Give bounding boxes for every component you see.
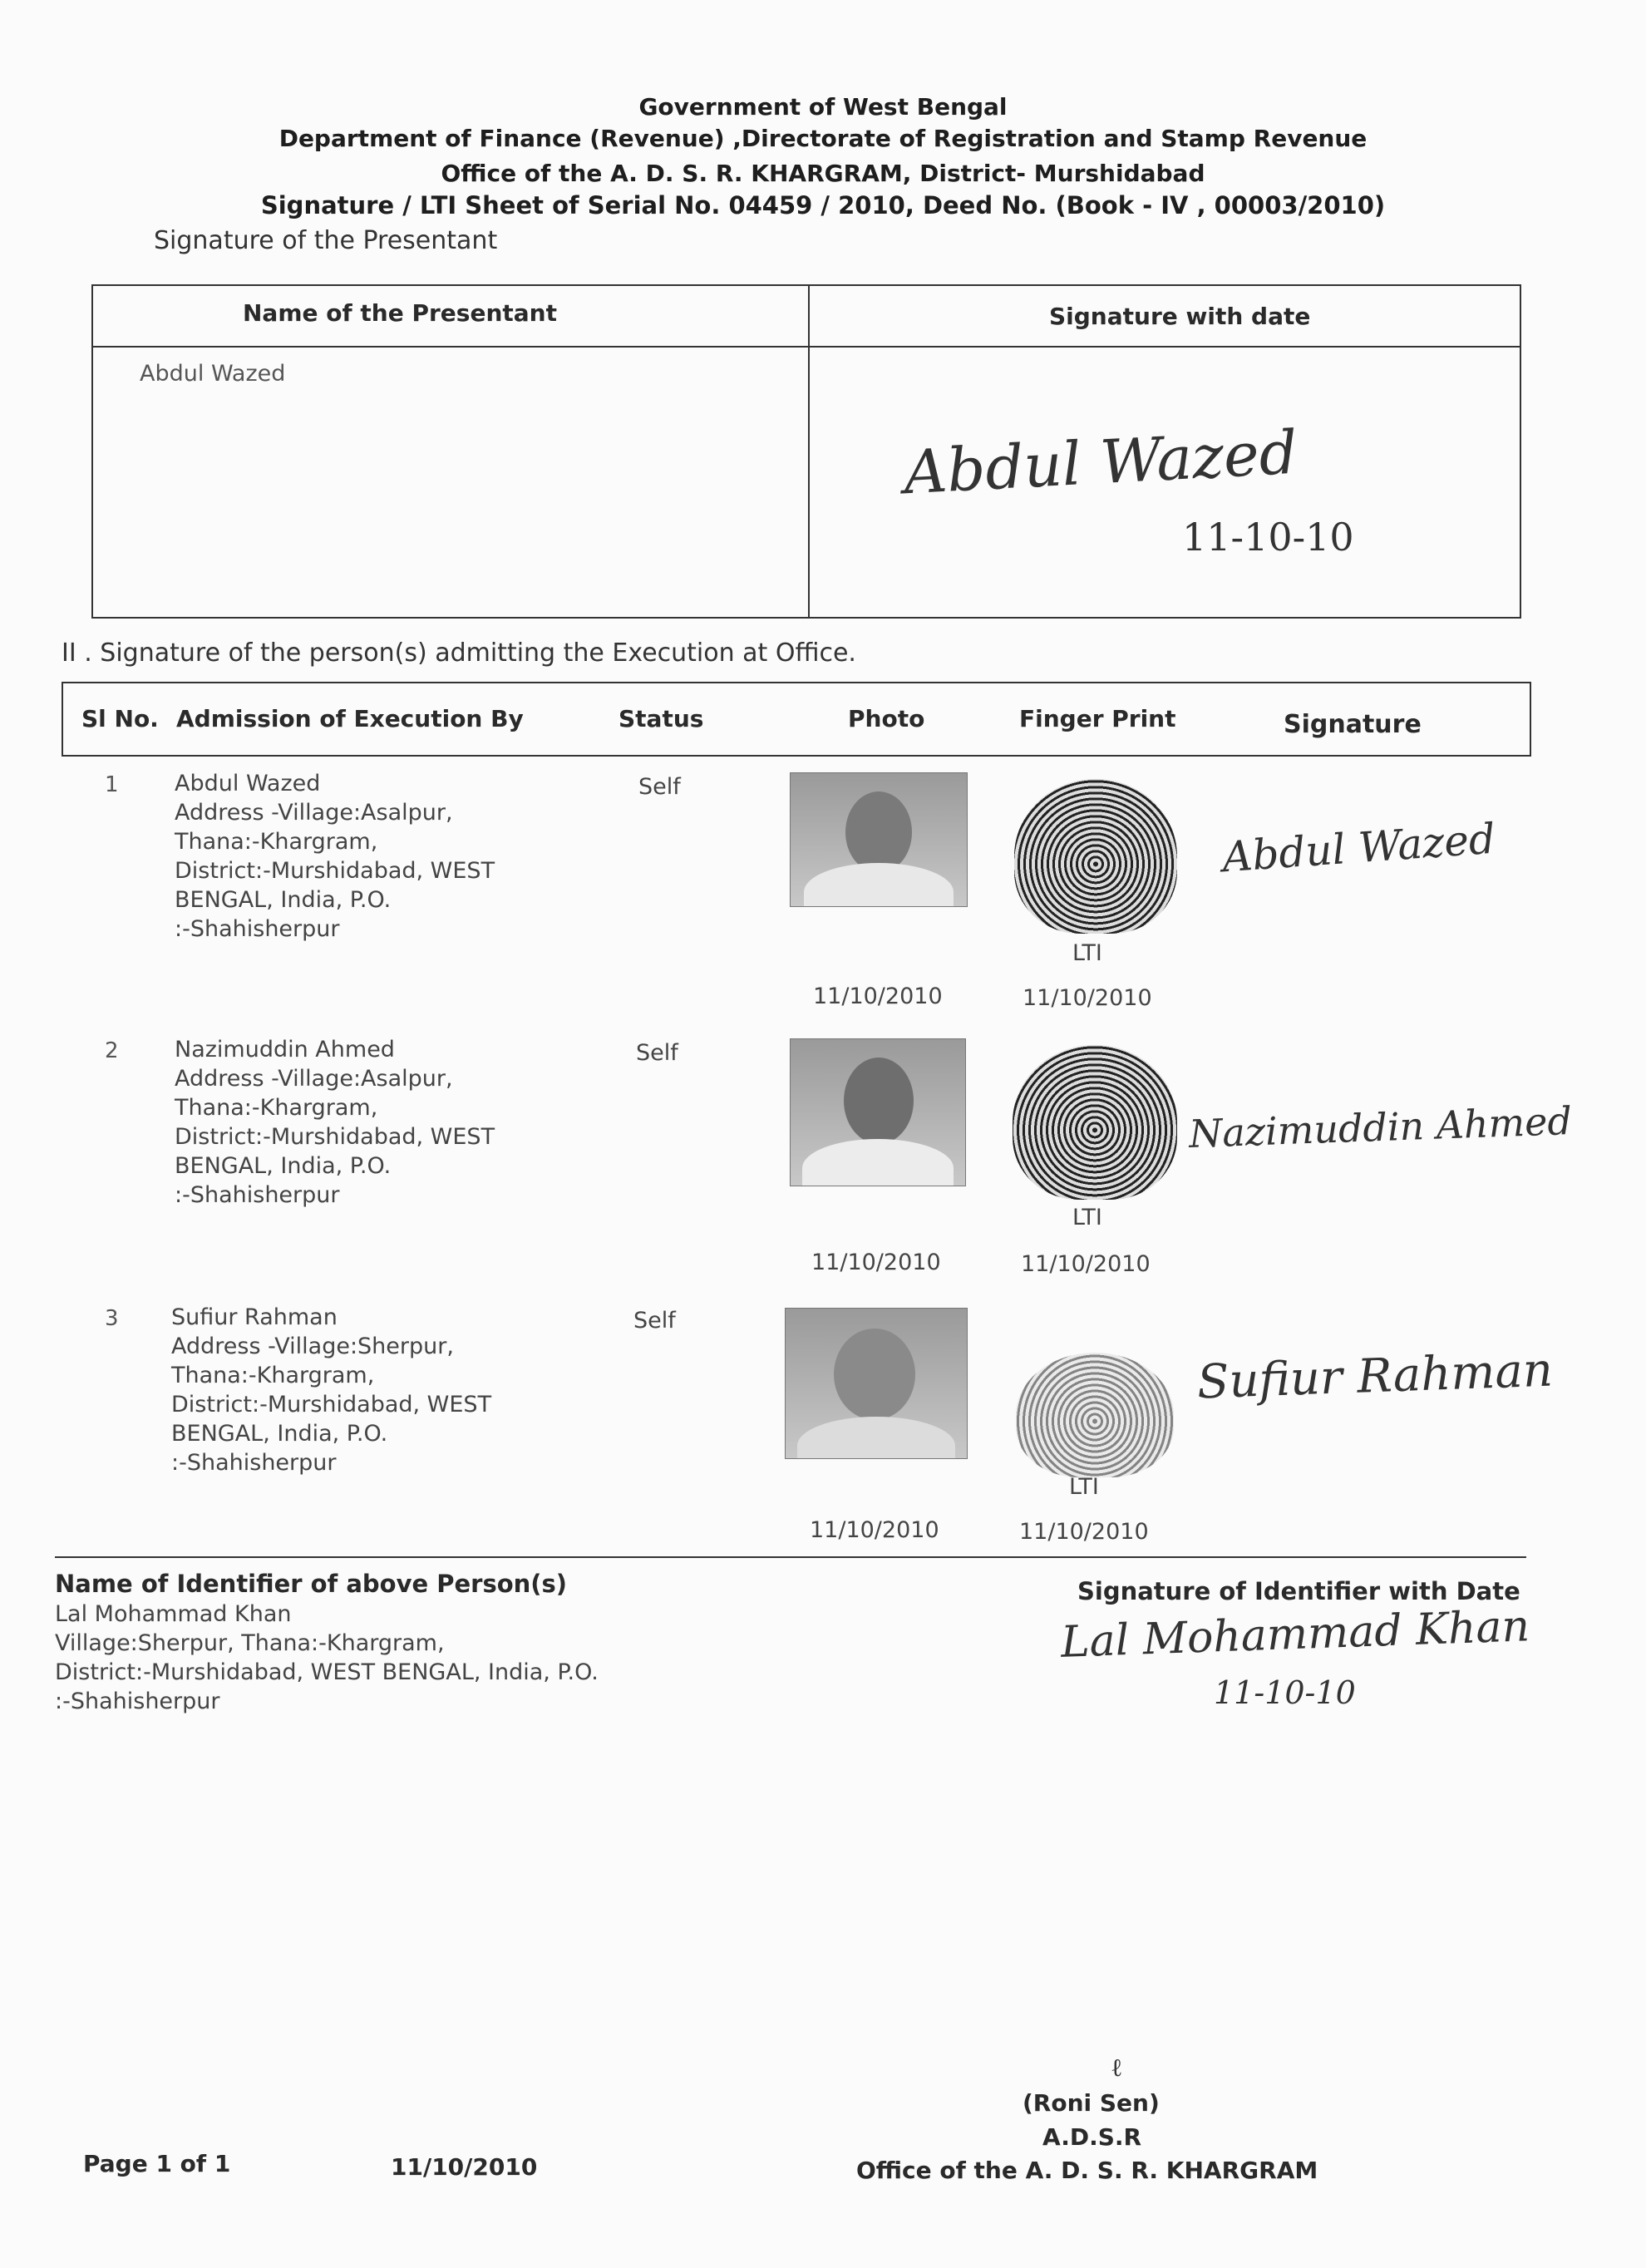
officer-name: (Roni Sen) bbox=[1023, 2089, 1160, 2117]
fingerprint-image bbox=[1013, 1045, 1177, 1200]
fingerprint-date: 11/10/2010 bbox=[1023, 985, 1152, 1011]
photo-face bbox=[845, 791, 912, 873]
photo-date: 11/10/2010 bbox=[811, 1250, 941, 1275]
section-presentant-title: Signature of the Presentant bbox=[154, 226, 498, 255]
identifier-signature-heading: Signature of Identifier with Date bbox=[1077, 1577, 1520, 1605]
header-serial: Signature / LTI Sheet of Serial No. 04459 / 2010, Deed No. (Book - IV , 00003/2010) bbox=[260, 191, 1386, 219]
person-photo bbox=[790, 1038, 966, 1186]
signature-date-header: Signature with date bbox=[1049, 303, 1311, 330]
table-divider bbox=[93, 346, 1520, 348]
lti-label: LTI bbox=[1072, 940, 1102, 966]
section-execution-title: II . Signature of the person(s) admitting the Execution at Office. bbox=[62, 638, 856, 668]
person-sl: 1 bbox=[105, 772, 119, 797]
fingerprint-image bbox=[1014, 779, 1177, 934]
identifier-address-line: District:-Murshidabad, WEST BENGAL, India, P.O. bbox=[55, 1659, 599, 1685]
address-line: :-Shahisherpur bbox=[175, 1182, 340, 1208]
footer-date: 11/10/2010 bbox=[391, 2153, 538, 2181]
col-sl-no: Sl No. bbox=[81, 705, 159, 732]
header-office: Office of the A. D. S. R. KHARGRAM, District- Murshidabad bbox=[441, 160, 1205, 187]
presentant-name-header: Name of the Presentant bbox=[243, 299, 557, 327]
photo-date: 11/10/2010 bbox=[813, 984, 943, 1009]
photo-face bbox=[834, 1329, 915, 1420]
presentant-signature-date: 11-10-10 bbox=[1182, 515, 1354, 560]
page-number: Page 1 of 1 bbox=[83, 2150, 231, 2177]
address-line: District:-Murshidabad, WEST bbox=[175, 1124, 495, 1150]
fingerprint-date: 11/10/2010 bbox=[1021, 1251, 1151, 1277]
header-department: Department of Finance (Revenue) ,Directorate of Registration and Stamp Revenue bbox=[278, 125, 1368, 152]
person-signature: Nazimuddin Ahmed bbox=[1188, 1097, 1573, 1157]
col-status: Status bbox=[618, 705, 704, 732]
identifier-signature: Lal Mohammad Khan bbox=[1060, 1601, 1530, 1668]
photo-shirt bbox=[797, 1417, 955, 1459]
officer-initial-mark: ℓ bbox=[1111, 2054, 1123, 2083]
address-line: District:-Murshidabad, WEST bbox=[175, 858, 495, 884]
col-photo: Photo bbox=[848, 705, 925, 732]
lti-label: LTI bbox=[1072, 1205, 1102, 1230]
col-finger-print: Finger Print bbox=[1019, 705, 1176, 732]
person-signature: Abdul Wazed bbox=[1220, 814, 1497, 882]
photo-shirt bbox=[802, 1139, 954, 1186]
execution-row-2 bbox=[0, 1035, 1646, 1293]
identifier-heading: Name of Identifier of above Person(s) bbox=[55, 1570, 568, 1598]
officer-designation: A.D.S.R bbox=[1042, 2123, 1142, 2151]
person-name: Sufiur Rahman bbox=[171, 1304, 338, 1330]
identifier-address-line: :-Shahisherpur bbox=[55, 1689, 220, 1714]
person-name: Nazimuddin Ahmed bbox=[175, 1037, 395, 1063]
address-line: District:-Murshidabad, WEST bbox=[171, 1392, 492, 1418]
execution-row-1 bbox=[0, 769, 1646, 1027]
person-photo bbox=[785, 1308, 968, 1459]
lti-label: LTI bbox=[1069, 1474, 1099, 1500]
photo-date: 11/10/2010 bbox=[810, 1517, 939, 1543]
person-signature: Sufiur Rahman bbox=[1195, 1343, 1554, 1410]
person-name: Abdul Wazed bbox=[175, 771, 321, 796]
address-line: BENGAL, India, P.O. bbox=[175, 887, 392, 913]
fingerprint-image bbox=[1016, 1353, 1174, 1477]
table-divider bbox=[808, 286, 810, 617]
execution-row-3 bbox=[0, 1303, 1646, 1560]
address-line: :-Shahisherpur bbox=[171, 1450, 337, 1476]
person-status: Self bbox=[636, 1040, 678, 1066]
person-status: Self bbox=[638, 774, 681, 800]
person-details bbox=[175, 769, 495, 944]
fingerprint-date: 11/10/2010 bbox=[1019, 1519, 1149, 1545]
header-government: Government of West Bengal bbox=[638, 93, 1008, 121]
address-line: Thana:-Khargram, bbox=[175, 1095, 378, 1121]
col-signature: Signature bbox=[1284, 710, 1422, 739]
presentant-table bbox=[91, 284, 1521, 619]
presentant-signature: Abdul Wazed bbox=[902, 417, 1299, 508]
person-details bbox=[175, 1035, 495, 1210]
presentant-name: Abdul Wazed bbox=[140, 361, 286, 387]
address-line: :-Shahisherpur bbox=[175, 916, 340, 942]
person-photo bbox=[790, 772, 968, 907]
identifier-signature-date: 11-10-10 bbox=[1214, 1674, 1356, 1711]
identifier-name: Lal Mohammad Khan bbox=[55, 1601, 292, 1627]
address-line: BENGAL, India, P.O. bbox=[171, 1421, 388, 1447]
photo-shirt bbox=[804, 863, 954, 907]
address-line: Thana:-Khargram, bbox=[171, 1363, 375, 1388]
photo-face bbox=[844, 1058, 914, 1144]
execution-header-row bbox=[62, 682, 1531, 757]
person-sl: 2 bbox=[105, 1038, 119, 1063]
identifier-details bbox=[55, 1600, 599, 1716]
address-line: Address -Village:Asalpur, bbox=[175, 1066, 453, 1092]
person-status: Self bbox=[633, 1308, 676, 1334]
identifier-address-line: Village:Sherpur, Thana:-Khargram, bbox=[55, 1630, 445, 1656]
person-sl: 3 bbox=[105, 1306, 119, 1331]
address-line: Thana:-Khargram, bbox=[175, 829, 378, 855]
officer-office: Office of the A. D. S. R. KHARGRAM bbox=[856, 2157, 1318, 2184]
section-divider bbox=[55, 1556, 1526, 1558]
person-details bbox=[171, 1303, 491, 1477]
address-line: Address -Village:Asalpur, bbox=[175, 800, 453, 826]
address-line: Address -Village:Sherpur, bbox=[171, 1334, 454, 1359]
address-line: BENGAL, India, P.O. bbox=[175, 1153, 392, 1179]
col-admission-by: Admission of Execution By bbox=[176, 705, 524, 732]
